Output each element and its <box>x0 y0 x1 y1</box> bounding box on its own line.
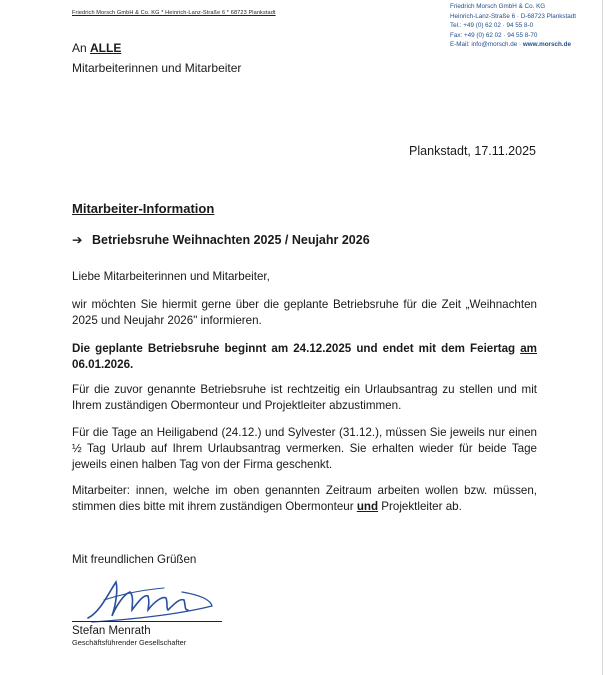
letter-heading: Mitarbeiter-Information <box>72 201 215 216</box>
working-staff-text: Mitarbeiter: innen, welche im oben genannten Zeitraum arbeiten wollen bzw. müssen, stimmen dies bitte mit ihrem zuständigen Obermonteur <box>72 484 537 513</box>
recipient-block <box>72 38 241 78</box>
company-tel: Tel.: +49 (0) 62 02 · 94 55 8-0 <box>450 22 534 30</box>
company-address: Heinrich-Lanz-Straße 6 · D-68723 Plankstadt <box>450 12 576 20</box>
closure-period-am: am <box>520 342 537 355</box>
signer-role: Geschäftsführender Gesellschafter <box>72 638 187 647</box>
sender-return-address: Friedrich Morsch GmbH & Co. KG * Heinrich-Lanz-Straße 6 * 68723 Plankstadt <box>72 10 276 16</box>
closure-period-text: Die geplante Betriebsruhe beginnt am 24.12.2025 und endet mit dem Feiertag <box>72 342 521 355</box>
working-staff-end: Projektleiter ab. <box>378 500 462 513</box>
company-letterhead <box>450 2 576 50</box>
closure-period-end: 06.01.2026. <box>72 358 134 371</box>
subject-text: Betriebsruhe Weihnachten 2025 / Neujahr 2026 <box>92 233 370 247</box>
page-edge <box>602 0 603 675</box>
holidays-paragraph: Für die Tage an Heiligabend (24.12.) und Sylvester (31.12.), müssen Sie jeweils nur einen ½ Tag Urlaub auf Ihrem Urlaubsantrag vermerken. Sie erhalten wieder für beide Tage jeweils einen halben Tag von der Firma geschenkt. <box>72 426 537 471</box>
working-staff-und: und <box>356 500 379 513</box>
company-contact <box>450 40 576 50</box>
signer-name: Stefan Menrath <box>72 625 151 637</box>
letter-date: Plankstadt, 17.11.2025 <box>409 144 536 158</box>
working-staff-paragraph <box>72 483 537 515</box>
intro-paragraph: wir möchten Sie hiermit gerne über die geplante Betriebsruhe für die Zeit „Weihnachten 2025 und Neujahr 2026" informieren. <box>72 298 537 327</box>
closing-greeting: Mit freundlichen Grüßen <box>72 553 197 566</box>
company-email: E-Mail: info@morsch.de · <box>450 41 523 49</box>
letter-subject <box>72 232 370 247</box>
recipient-all: ALLE <box>90 41 122 55</box>
greeting-paragraph: Liebe Mitarbeiterinnen und Mitarbeiter, <box>72 270 270 283</box>
signature-line <box>72 621 222 622</box>
recipient-line-2: Mitarbeiterinnen und Mitarbeiter <box>72 61 242 75</box>
arrow-right-icon: ➔ <box>72 233 83 247</box>
vacation-request-paragraph: Für die zuvor genannte Betriebsruhe ist rechtzeitig ein Urlaubsantrag zu stellen und mit Ihrem zuständigen Obermonteur und Projektleiter abzustimmen. <box>72 383 537 412</box>
company-website: www.morsch.de <box>522 41 571 49</box>
closure-period-paragraph <box>72 341 537 373</box>
company-fax: Fax: +49 (0) 62 02 · 94 55 8-70 <box>450 31 538 39</box>
handwritten-signature <box>82 576 217 624</box>
company-name: Friedrich Morsch GmbH & Co. KG <box>450 3 546 10</box>
recipient-line-1 <box>72 38 241 58</box>
recipient-prefix: An <box>72 41 91 55</box>
